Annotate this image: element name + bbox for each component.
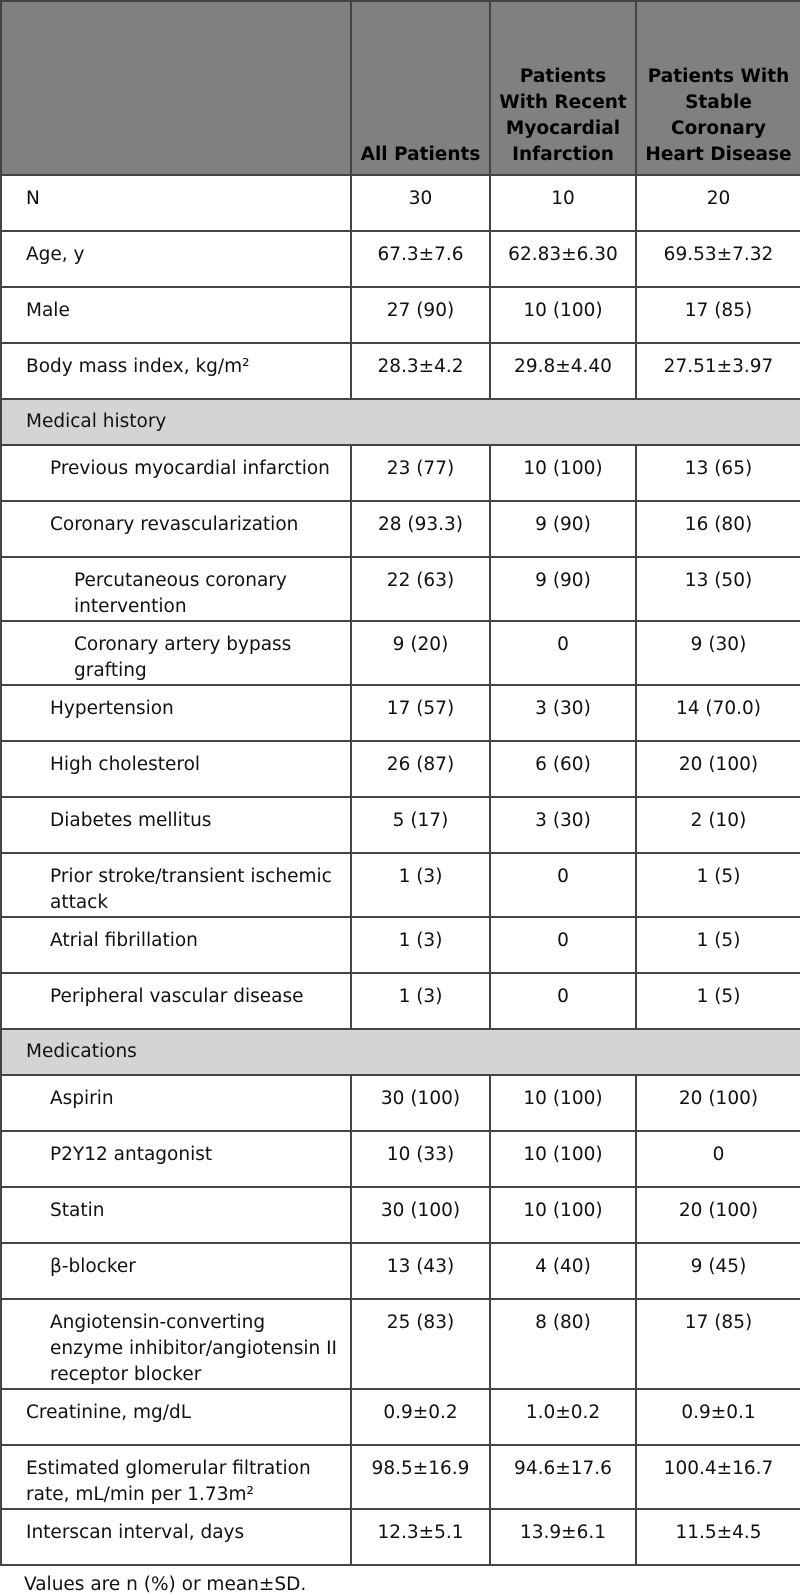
cell-value: 20 (100) [636,1187,800,1243]
cell-value: 1 (5) [636,917,800,973]
cell-value: 22 (63) [351,557,490,621]
table-row [1,741,800,797]
row-label: Coronary revascularization [1,501,351,557]
cell-value: 13 (50) [636,557,800,621]
cell-value: 9 (30) [636,621,800,685]
cell-value: 9 (20) [351,621,490,685]
table-row [1,685,800,741]
cell-value: 14 (70.0) [636,685,800,741]
cell-value: 10 [490,175,636,231]
cell-value: 26 (87) [351,741,490,797]
table-row [1,917,800,973]
table-row [1,1509,800,1565]
row-label: P2Y12 antagonist [1,1131,351,1187]
row-label: Male [1,287,351,343]
header-all-patients: All Patients [351,1,490,175]
row-label: Hypertension [1,685,351,741]
header-label-column [1,1,351,175]
row-label: Coronary artery bypass grafting [1,621,351,685]
cell-value: 0 [490,973,636,1029]
table-row [1,175,800,231]
cell-value: 25 (83) [351,1299,490,1389]
cell-value: 12.3±5.1 [351,1509,490,1565]
table-footnote: Values are n (%) or mean±SD. [24,1574,307,1595]
table-row [1,501,800,557]
row-label: Age, y [1,231,351,287]
row-label: Angiotensin-converting enzyme inhibitor/angiotensin II receptor blocker [1,1299,351,1389]
cell-value: 20 [636,175,800,231]
cell-value: 5 (17) [351,797,490,853]
row-label: Prior stroke/transient ischemic attack [1,853,351,917]
table-row [1,973,800,1029]
cell-value: 28.3±4.2 [351,343,490,399]
cell-value: 27.51±3.97 [636,343,800,399]
table-row [1,287,800,343]
cell-value: 62.83±6.30 [490,231,636,287]
section-row [1,1029,800,1075]
cell-value: 9 (90) [490,557,636,621]
cell-value: 30 (100) [351,1187,490,1243]
row-label: Interscan interval, days [1,1509,351,1565]
cell-value: 27 (90) [351,287,490,343]
cell-value: 2 (10) [636,797,800,853]
cell-value: 10 (100) [490,1187,636,1243]
section-heading: Medical history [1,399,800,445]
row-label: High cholesterol [1,741,351,797]
cell-value: 0 [490,917,636,973]
cell-value: 0 [490,621,636,685]
table-row [1,231,800,287]
cell-value: 1 (3) [351,973,490,1029]
cell-value: 30 [351,175,490,231]
cell-value: 23 (77) [351,445,490,501]
cell-value: 6 (60) [490,741,636,797]
table-row [1,1243,800,1299]
row-label: Previous myocardial infarction [1,445,351,501]
cell-value: 10 (100) [490,287,636,343]
table-row [1,1131,800,1187]
table-row [1,797,800,853]
cell-value: 0 [490,853,636,917]
cell-value: 1 (3) [351,853,490,917]
cell-value: 17 (57) [351,685,490,741]
cell-value: 13 (43) [351,1243,490,1299]
cell-value: 29.8±4.40 [490,343,636,399]
row-label: Estimated glomerular filtration rate, mL/min per 1.73m² [1,1445,351,1509]
header-row [1,1,800,175]
table-row [1,853,800,917]
cell-value: 100.4±16.7 [636,1445,800,1509]
row-label: Peripheral vascular disease [1,973,351,1029]
cell-value: 10 (33) [351,1131,490,1187]
cell-value: 20 (100) [636,1075,800,1131]
cell-value: 3 (30) [490,797,636,853]
section-row [1,399,800,445]
cell-value: 0.9±0.1 [636,1389,800,1445]
cell-value: 17 (85) [636,287,800,343]
table-row [1,1445,800,1509]
table-row [1,1075,800,1131]
row-label: N [1,175,351,231]
table-row [1,621,800,685]
cell-value: 9 (45) [636,1243,800,1299]
cell-value: 16 (80) [636,501,800,557]
cell-value: 10 (100) [490,1131,636,1187]
table-row [1,1299,800,1389]
cell-value: 94.6±17.6 [490,1445,636,1509]
row-label: Diabetes mellitus [1,797,351,853]
table-row [1,343,800,399]
row-label: Statin [1,1187,351,1243]
cell-value: 8 (80) [490,1299,636,1389]
cell-value: 3 (30) [490,685,636,741]
table-row [1,1389,800,1445]
row-label: Atrial fibrillation [1,917,351,973]
cell-value: 4 (40) [490,1243,636,1299]
cell-value: 13.9±6.1 [490,1509,636,1565]
cell-value: 9 (90) [490,501,636,557]
row-label: Creatinine, mg/dL [1,1389,351,1445]
row-label: Body mass index, kg/m² [1,343,351,399]
cell-value: 1.0±0.2 [490,1389,636,1445]
cell-value: 98.5±16.9 [351,1445,490,1509]
cell-value: 1 (5) [636,973,800,1029]
header-stable-chd: Patients With Stable Coronary Heart Disease [636,1,800,175]
section-heading: Medications [1,1029,800,1075]
cell-value: 17 (85) [636,1299,800,1389]
cell-value: 67.3±7.6 [351,231,490,287]
cell-value: 28 (93.3) [351,501,490,557]
cell-value: 69.53±7.32 [636,231,800,287]
table-row [1,1187,800,1243]
table-row [1,557,800,621]
cell-value: 11.5±4.5 [636,1509,800,1565]
cell-value: 10 (100) [490,1075,636,1131]
cell-value: 1 (3) [351,917,490,973]
cell-value: 20 (100) [636,741,800,797]
cell-value: 0 [636,1131,800,1187]
table-row [1,445,800,501]
cell-value: 1 (5) [636,853,800,917]
cell-value: 30 (100) [351,1075,490,1131]
header-recent-mi: Patients With Recent Myocardial Infarction [490,1,636,175]
row-label: Aspirin [1,1075,351,1131]
cell-value: 10 (100) [490,445,636,501]
row-label: Percutaneous coronary intervention [1,557,351,621]
cell-value: 0.9±0.2 [351,1389,490,1445]
row-label: β-blocker [1,1243,351,1299]
cell-value: 13 (65) [636,445,800,501]
